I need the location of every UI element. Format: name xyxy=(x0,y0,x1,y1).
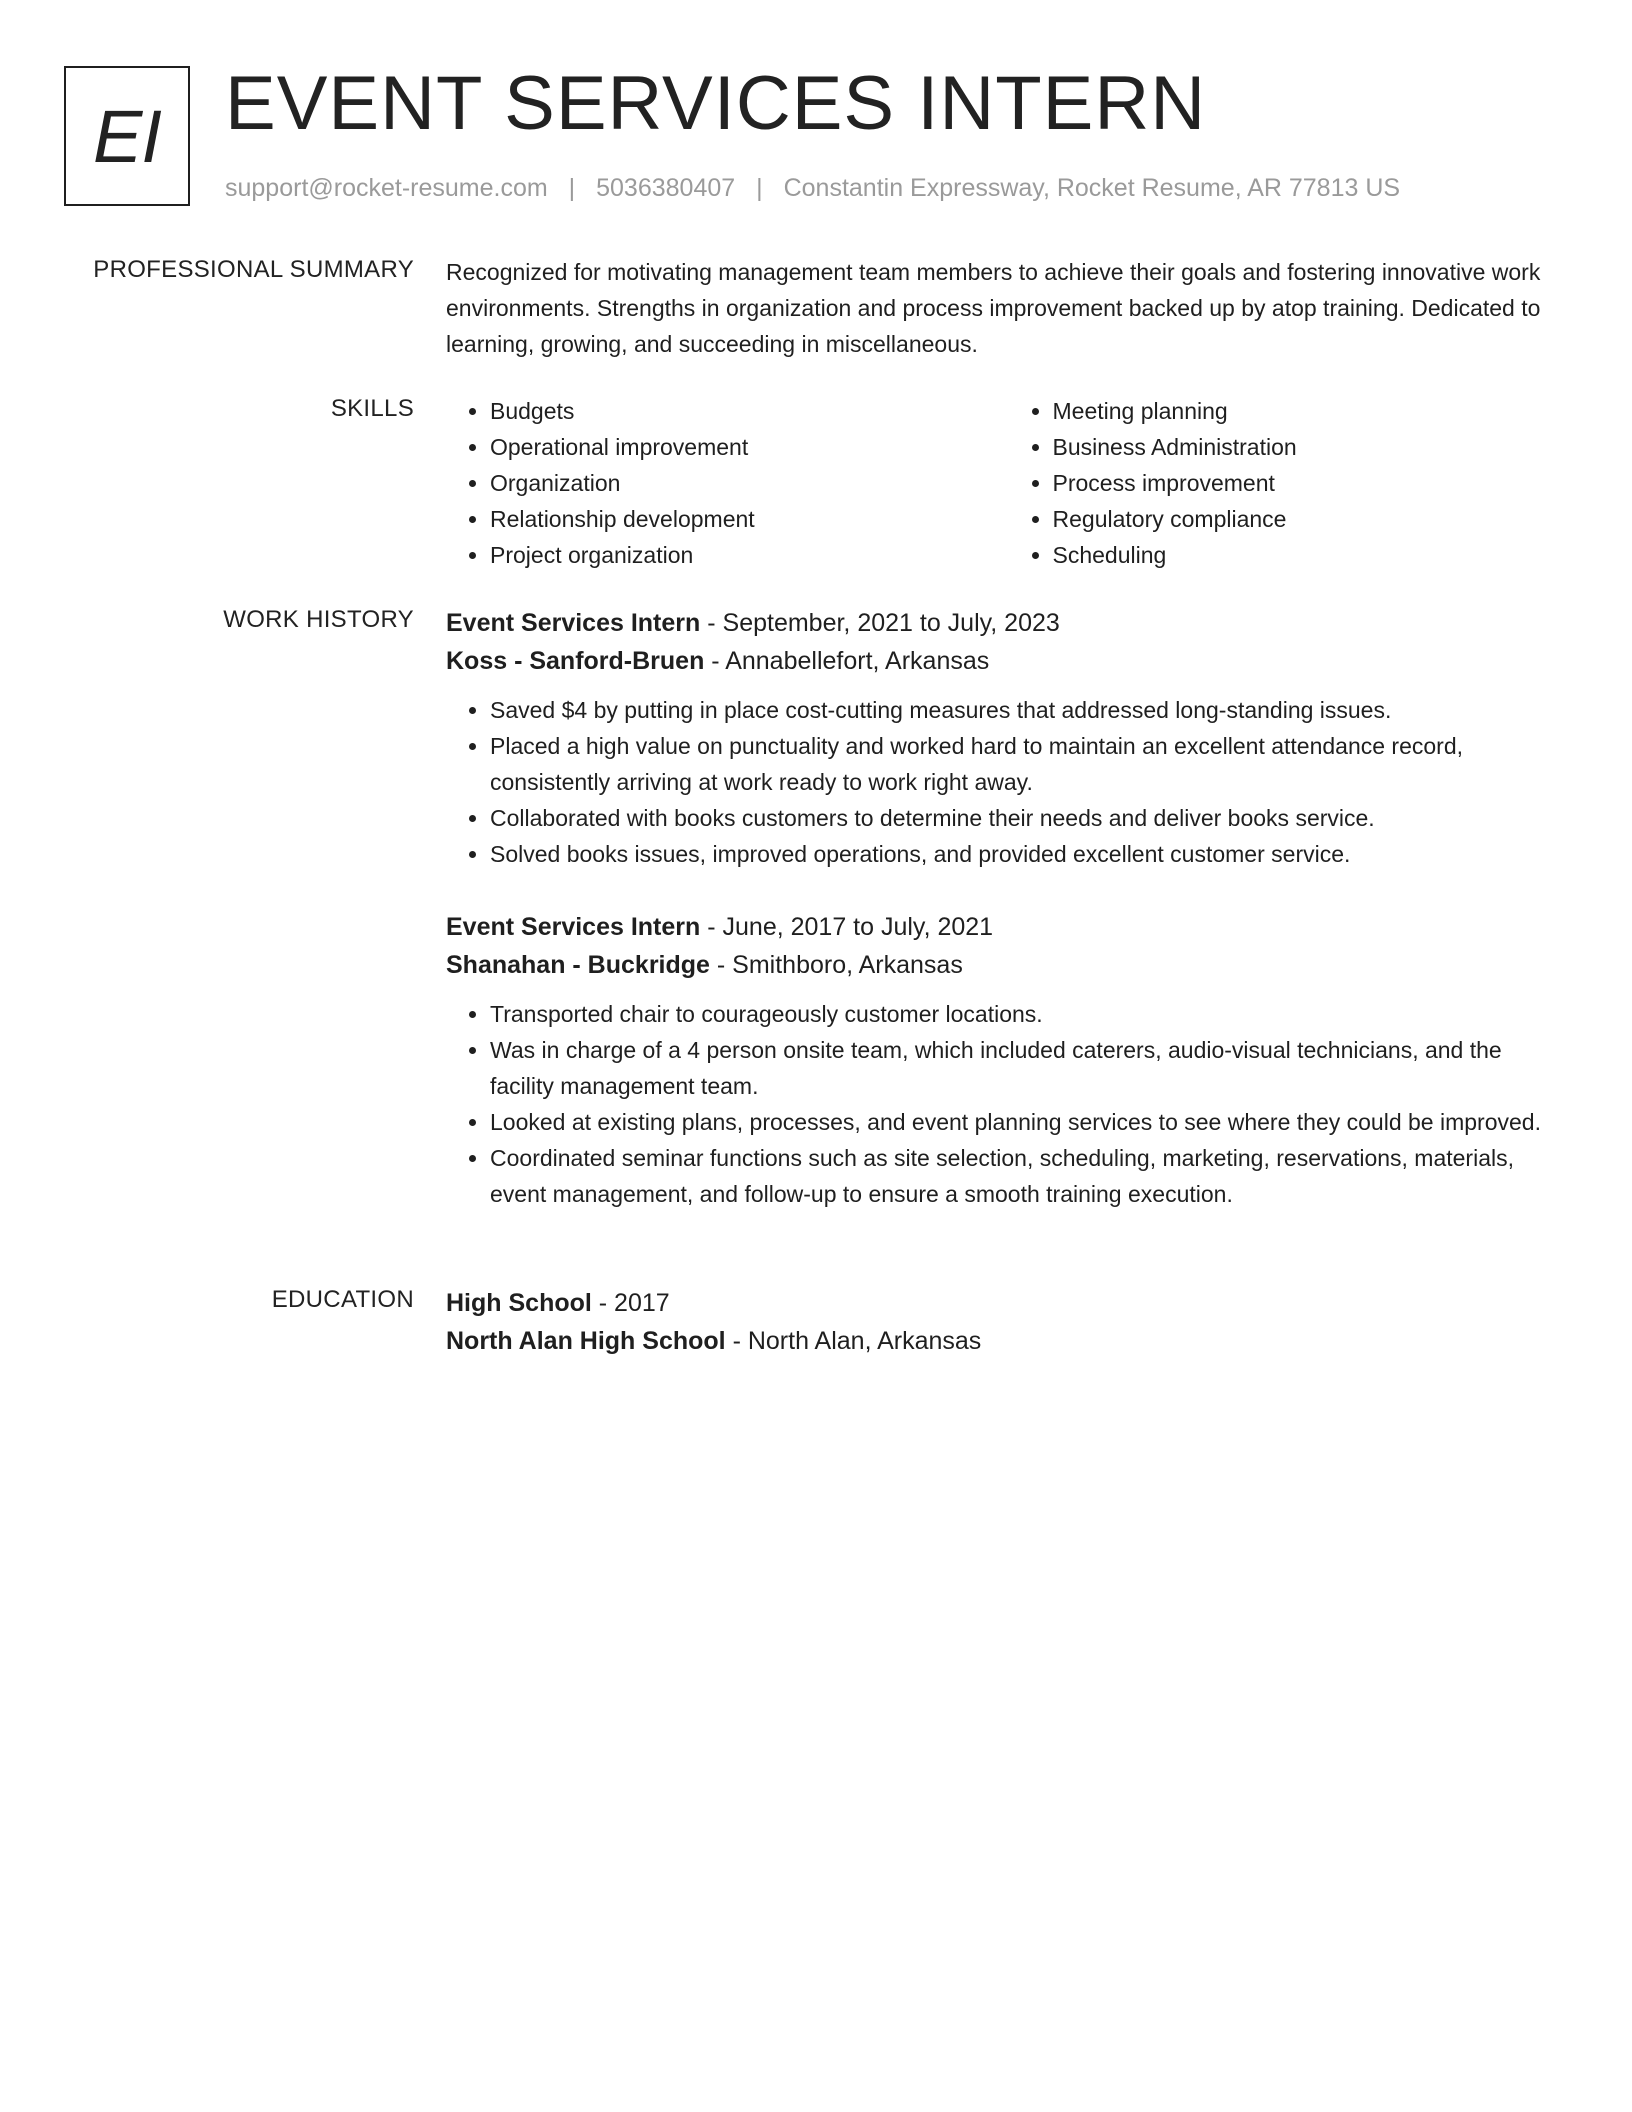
skills-column-left xyxy=(446,393,1009,573)
skills-column-right xyxy=(1009,393,1572,573)
skills-heading: SKILLS xyxy=(330,395,414,422)
job-title: Event Services Intern xyxy=(446,913,701,941)
job-company: Shanahan - Buckridge xyxy=(446,951,710,979)
job-dates: - June, 2017 to July, 2021 xyxy=(700,913,994,941)
skill-item: • Organization xyxy=(490,465,1009,501)
job-location: - Smithboro, Arkansas xyxy=(709,951,963,979)
job-bullet: • Was in charge of a 4 person onsite team, which included caterers, audio-visual technicians, and the facility management team. xyxy=(490,1032,1571,1104)
skill-item: • Relationship development xyxy=(490,501,1009,537)
education-year: - 2017 xyxy=(591,1289,670,1317)
skills-grid xyxy=(446,393,1571,573)
job-bullets xyxy=(446,692,1571,872)
work-history-heading: WORK HISTORY xyxy=(223,606,414,633)
skill-item: • Budgets xyxy=(490,393,1009,429)
summary-text: Recognized for motivating management team members to achieve their goals and fostering innovative work environments. Strengths in organization and process improvement backed up by atop training. Dedicated to learning, growing, and succeeding in miscellaneous. xyxy=(446,259,1541,357)
contact-line xyxy=(225,174,1400,203)
job-entry xyxy=(446,604,1571,872)
contact-address: Constantin Expressway, Rocket Resume, AR 77813 US xyxy=(783,174,1401,202)
job-bullet: • Placed a high value on punctuality and worked hard to maintain an excellent attendance record, consistently arriving at work ready to work right away. xyxy=(490,728,1571,800)
skill-item: • Operational improvement xyxy=(490,429,1009,465)
contact-separator: | xyxy=(756,174,763,202)
education-heading: EDUCATION xyxy=(271,1286,414,1313)
skill-item: • Process improvement xyxy=(1053,465,1572,501)
job-bullets xyxy=(446,996,1571,1212)
education-location: - North Alan, Arkansas xyxy=(725,1327,982,1355)
contact-email: support@rocket-resume.com xyxy=(225,174,548,202)
monogram-logo: EI xyxy=(64,66,190,206)
job-bullet: • Saved $4 by putting in place cost-cutting measures that addressed long-standing issues. xyxy=(490,692,1571,728)
job-bullet: • Solved books issues, improved operations, and provided excellent customer service. xyxy=(490,836,1571,872)
job-title: Event Services Intern xyxy=(446,609,701,637)
job-company-line xyxy=(446,642,1571,680)
education-degree: High School xyxy=(446,1289,592,1317)
job-title-line xyxy=(446,908,1571,946)
skill-item: • Business Administration xyxy=(1053,429,1572,465)
education-degree-line xyxy=(446,1284,1571,1322)
job-bullet: • Coordinated seminar functions such as site selection, scheduling, marketing, reservations, materials, event management, and follow-up to ensure a smooth training execution. xyxy=(490,1140,1571,1212)
job-location: - Annabellefort, Arkansas xyxy=(704,647,990,675)
job-title-line xyxy=(446,604,1571,642)
page-title: EVENT SERVICES INTERN xyxy=(225,61,1207,146)
job-bullet: • Transported chair to courageously customer locations. xyxy=(490,996,1571,1032)
job-bullet: • Collaborated with books customers to determine their needs and deliver books service. xyxy=(490,800,1571,836)
contact-separator: | xyxy=(568,174,576,202)
education-school: North Alan High School xyxy=(446,1327,726,1355)
summary-heading: PROFESSIONAL SUMMARY xyxy=(93,256,414,283)
job-company-line xyxy=(446,946,1571,984)
skill-item: • Scheduling xyxy=(1053,537,1572,573)
education-school-line xyxy=(446,1322,1571,1360)
skill-item: • Regulatory compliance xyxy=(1053,501,1572,537)
job-company: Koss - Sanford-Bruen xyxy=(446,647,705,675)
resume-header xyxy=(64,61,1568,216)
contact-phone: 5036380407 xyxy=(596,174,736,202)
skill-item: • Meeting planning xyxy=(1053,393,1572,429)
job-entry xyxy=(446,908,1571,1212)
job-dates: - September, 2021 to July, 2023 xyxy=(700,609,1060,637)
skill-item: • Project organization xyxy=(490,537,1009,573)
job-bullet: • Looked at existing plans, processes, and event planning services to see where they could be improved. xyxy=(490,1104,1571,1140)
